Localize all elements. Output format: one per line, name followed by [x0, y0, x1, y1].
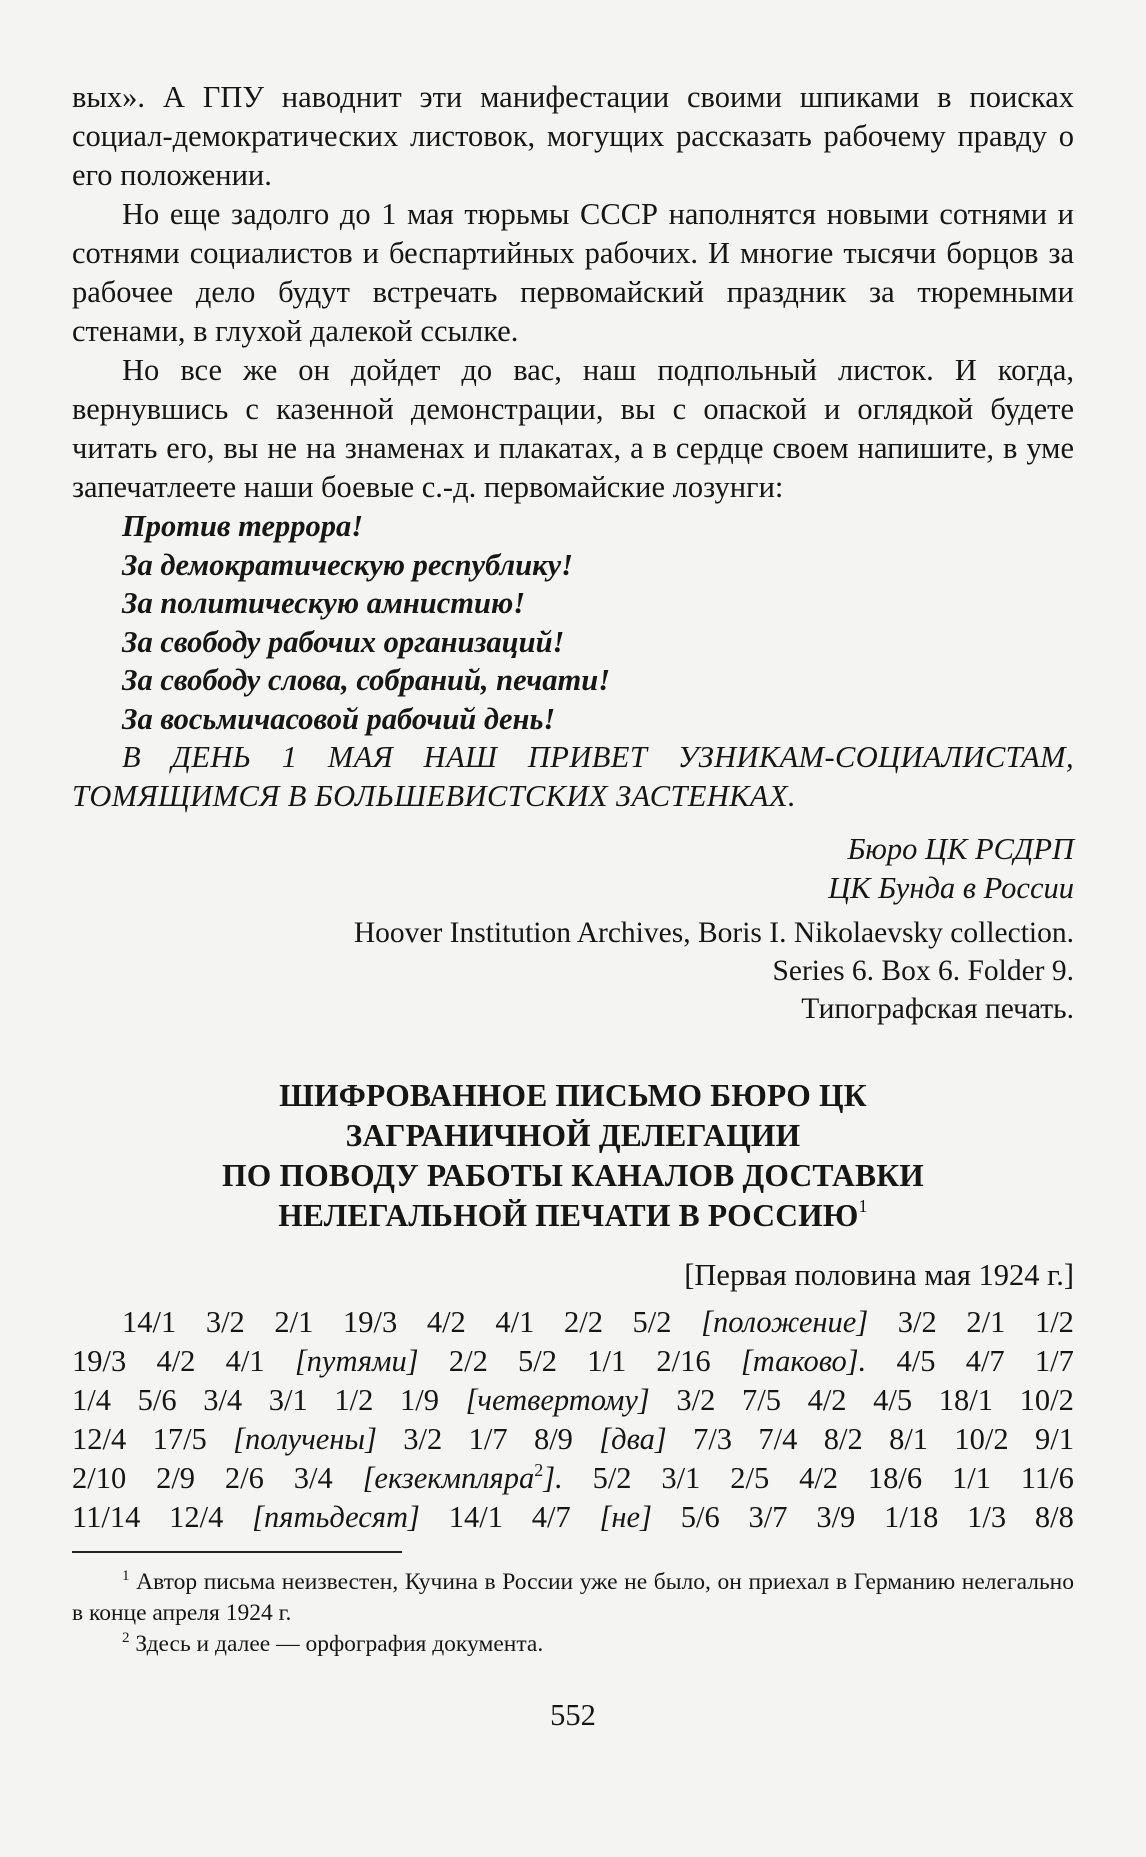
- cipher-code: 2/1: [966, 1305, 1006, 1339]
- cipher-line: [72, 1459, 1074, 1498]
- cipher-code: 1/1: [587, 1344, 627, 1378]
- footnote-mark: 1: [122, 1568, 130, 1584]
- cipher-line: [72, 1342, 1074, 1381]
- cipher-code: 3/4: [203, 1383, 243, 1417]
- cipher-code: 1/7: [468, 1422, 508, 1456]
- cipher-code: 4/2: [426, 1305, 466, 1339]
- may-day-greeting: В ДЕНЬ 1 МАЯ НАШ ПРИВЕТ УЗНИКАМ-СОЦИАЛИСТАМ, ТОМЯЩИМСЯ В БОЛЬШЕВИСТСКИХ ЗАСТЕНКАХ.: [72, 740, 1074, 813]
- cipher-decoded-word: [таково].: [740, 1344, 867, 1378]
- cipher-line: [72, 1381, 1074, 1420]
- cipher-code: 7/5: [741, 1383, 781, 1417]
- signature-bureau: Бюро ЦК РСДРП: [847, 832, 1074, 866]
- footnote-text: Здесь и далее — орфография документа.: [135, 1631, 544, 1657]
- cipher-code: 3/1: [268, 1383, 308, 1417]
- cipher-line: [72, 1303, 1074, 1342]
- footnote-text: Автор письма неизвестен, Кучина в России уже не было, он приехал в Германию нелегально в конце апреля 1924 г.: [72, 1569, 1075, 1626]
- slogan: За свободу рабочих организаций!: [122, 624, 565, 659]
- document-date: [Первая половина мая 1924 г.]: [684, 1258, 1074, 1292]
- cipher-code: 4/5: [873, 1383, 913, 1417]
- cipher-code: 2/2: [563, 1305, 603, 1339]
- source-archive: Hoover Institution Archives, Boris I. Nikolaevsky collection.: [353, 917, 1074, 949]
- cipher-code: 5/6: [137, 1383, 177, 1417]
- cipher-code: 1/2: [1034, 1305, 1074, 1339]
- cipher-decoded-word: [не]: [599, 1500, 652, 1534]
- slogan: За демократическую республику!: [122, 547, 574, 582]
- cipher-code: 2/6: [224, 1461, 264, 1495]
- cipher-text: [72, 1303, 1074, 1537]
- cipher-decoded-word: [получены]: [233, 1422, 377, 1456]
- cipher-code: 11/14: [72, 1500, 141, 1534]
- title-line: ЗАГРАНИЧНОЙ ДЕЛЕГАЦИИ: [345, 1118, 801, 1153]
- cipher-code: 3/4: [293, 1461, 333, 1495]
- cipher-code: 1/3: [967, 1500, 1007, 1534]
- cipher-line: [72, 1498, 1074, 1537]
- document-title: [72, 1076, 1074, 1236]
- slogan: За политическую амнистию!: [122, 586, 526, 620]
- cipher-decoded-word: [путями]: [294, 1344, 419, 1378]
- title-line: НЕЛЕГАЛЬНОЙ ПЕЧАТИ В РОССИЮ: [278, 1198, 859, 1233]
- cipher-code: 7/3: [693, 1422, 733, 1456]
- cipher-code: 18/6: [867, 1461, 923, 1495]
- cipher-code: 1/1: [951, 1461, 991, 1495]
- footnote-2: [72, 1629, 1074, 1660]
- cipher-code: 1/7: [1034, 1344, 1074, 1378]
- cipher-code: 8/2: [823, 1422, 863, 1456]
- footnote-1: [72, 1567, 1074, 1629]
- cipher-code: 3/2: [205, 1305, 245, 1339]
- cipher-code: 4/2: [807, 1383, 847, 1417]
- cipher-code: 3/1: [661, 1461, 701, 1495]
- source-print-type: Типографская печать.: [801, 993, 1074, 1025]
- cipher-decoded-word: [пятьдесят]: [252, 1500, 420, 1534]
- cipher-decoded-word-end: ].: [543, 1461, 563, 1495]
- cipher-code: 4/1: [225, 1344, 265, 1378]
- cipher-code: 11/6: [1020, 1461, 1074, 1495]
- cipher-code: 2/16: [656, 1344, 711, 1378]
- cipher-code: 9/1: [1034, 1422, 1074, 1456]
- cipher-code: 7/4: [758, 1422, 798, 1456]
- cipher-code: 18/1: [938, 1383, 993, 1417]
- cipher-code: 4/7: [531, 1500, 571, 1534]
- cipher-code: 19/3: [342, 1305, 398, 1339]
- cipher-code: 4/1: [495, 1305, 535, 1339]
- cipher-code: 4/2: [799, 1461, 839, 1495]
- cipher-decoded-word: [четвертому]: [465, 1383, 650, 1417]
- cipher-code: 3/7: [748, 1500, 788, 1534]
- slogan: За свободу слова, собраний, печати!: [122, 663, 611, 697]
- cipher-code: 1/18: [884, 1500, 939, 1534]
- title-line: ПО ПОВОДУ РАБОТЫ КАНАЛОВ ДОСТАВКИ: [222, 1158, 924, 1193]
- cipher-code: 4/7: [965, 1344, 1005, 1378]
- cipher-code: 10/2: [954, 1422, 1009, 1456]
- cipher-code: 2/2: [448, 1344, 488, 1378]
- cipher-line: [72, 1420, 1074, 1459]
- cipher-code: 5/2: [632, 1305, 672, 1339]
- signature-bund: ЦК Бунда в России: [828, 871, 1074, 905]
- cipher-decoded-word: [екзекмпляра: [362, 1461, 535, 1495]
- paragraph-2: Но еще задолго до 1 мая тюрьмы СССР наполнятся новыми сотнями и сотнями социалистов и беспартийных рабочих. И многие тысячи борцов за рабочее дело будут встречать первомайский праздник за тюремными стенами, в глухой далекой ссылке.: [72, 197, 1074, 348]
- footnote-ref-2: 2: [534, 1460, 544, 1480]
- cipher-code: 5/2: [518, 1344, 558, 1378]
- cipher-code: 2/10: [72, 1461, 127, 1495]
- cipher-code: 4/2: [156, 1344, 196, 1378]
- cipher-code: 12/4: [169, 1500, 224, 1534]
- footnote-ref-1: 1: [858, 1196, 868, 1216]
- cipher-code: 2/1: [274, 1305, 314, 1339]
- cipher-code: 14/1: [448, 1500, 503, 1534]
- cipher-code: 5/6: [680, 1500, 720, 1534]
- document-page: [72, 78, 1074, 1660]
- cipher-code: 17/5: [152, 1422, 207, 1456]
- page-number: 552: [550, 1698, 596, 1732]
- cipher-code: 3/2: [676, 1383, 716, 1417]
- paragraph-1: вых». А ГПУ наводнит эти манифестации своими шпиками в поисках социал-демократических листовок, могущих рассказать рабочему правду о его положении.: [72, 80, 1074, 192]
- cipher-code: 10/2: [1019, 1383, 1074, 1417]
- paragraph-3: Но все же он дойдет до вас, наш подпольный листок. И когда, вернувшись с казенной демонстрации, вы с опаской и оглядкой будете читать его, вы не на знаменах и плакатах, а в сердце своем напишите, в уме запечатлеете наши боевые с.-д. первомайские лозунги:: [72, 353, 1074, 504]
- cipher-code: 1/2: [334, 1383, 374, 1417]
- slogan-list: [72, 507, 1074, 738]
- slogan: За восьмичасовой рабочий день!: [122, 701, 556, 736]
- cipher-decoded-word: [два]: [599, 1422, 667, 1456]
- cipher-code: 12/4: [72, 1422, 127, 1456]
- cipher-code: 2/5: [730, 1461, 770, 1495]
- cipher-decoded-word: [положение]: [701, 1305, 869, 1339]
- cipher-code: 8/8: [1034, 1500, 1074, 1534]
- cipher-code: 19/3: [72, 1344, 127, 1378]
- cipher-code: 2/9: [156, 1461, 196, 1495]
- cipher-code: 1/4: [72, 1383, 111, 1417]
- cipher-code: 5/2: [592, 1461, 632, 1495]
- title-line: ШИФРОВАННОЕ ПИСЬМО БЮРО ЦК: [279, 1078, 867, 1113]
- cipher-decoded-word-group: [363, 1459, 563, 1498]
- source-location: Series 6. Box 6. Folder 9.: [772, 955, 1074, 987]
- cipher-code: 3/2: [403, 1422, 443, 1456]
- cipher-code: 14/1: [122, 1305, 177, 1339]
- footnote-mark: 2: [122, 1630, 130, 1646]
- cipher-code: 1/9: [399, 1383, 439, 1417]
- cipher-code: 3/2: [897, 1305, 937, 1339]
- cipher-code: 4/5: [896, 1344, 936, 1378]
- cipher-code: 3/9: [816, 1500, 856, 1534]
- slogan: Против террора!: [122, 509, 364, 543]
- cipher-code: 8/9: [533, 1422, 573, 1456]
- cipher-code: 8/1: [889, 1422, 929, 1456]
- footnote-divider: [72, 1551, 402, 1553]
